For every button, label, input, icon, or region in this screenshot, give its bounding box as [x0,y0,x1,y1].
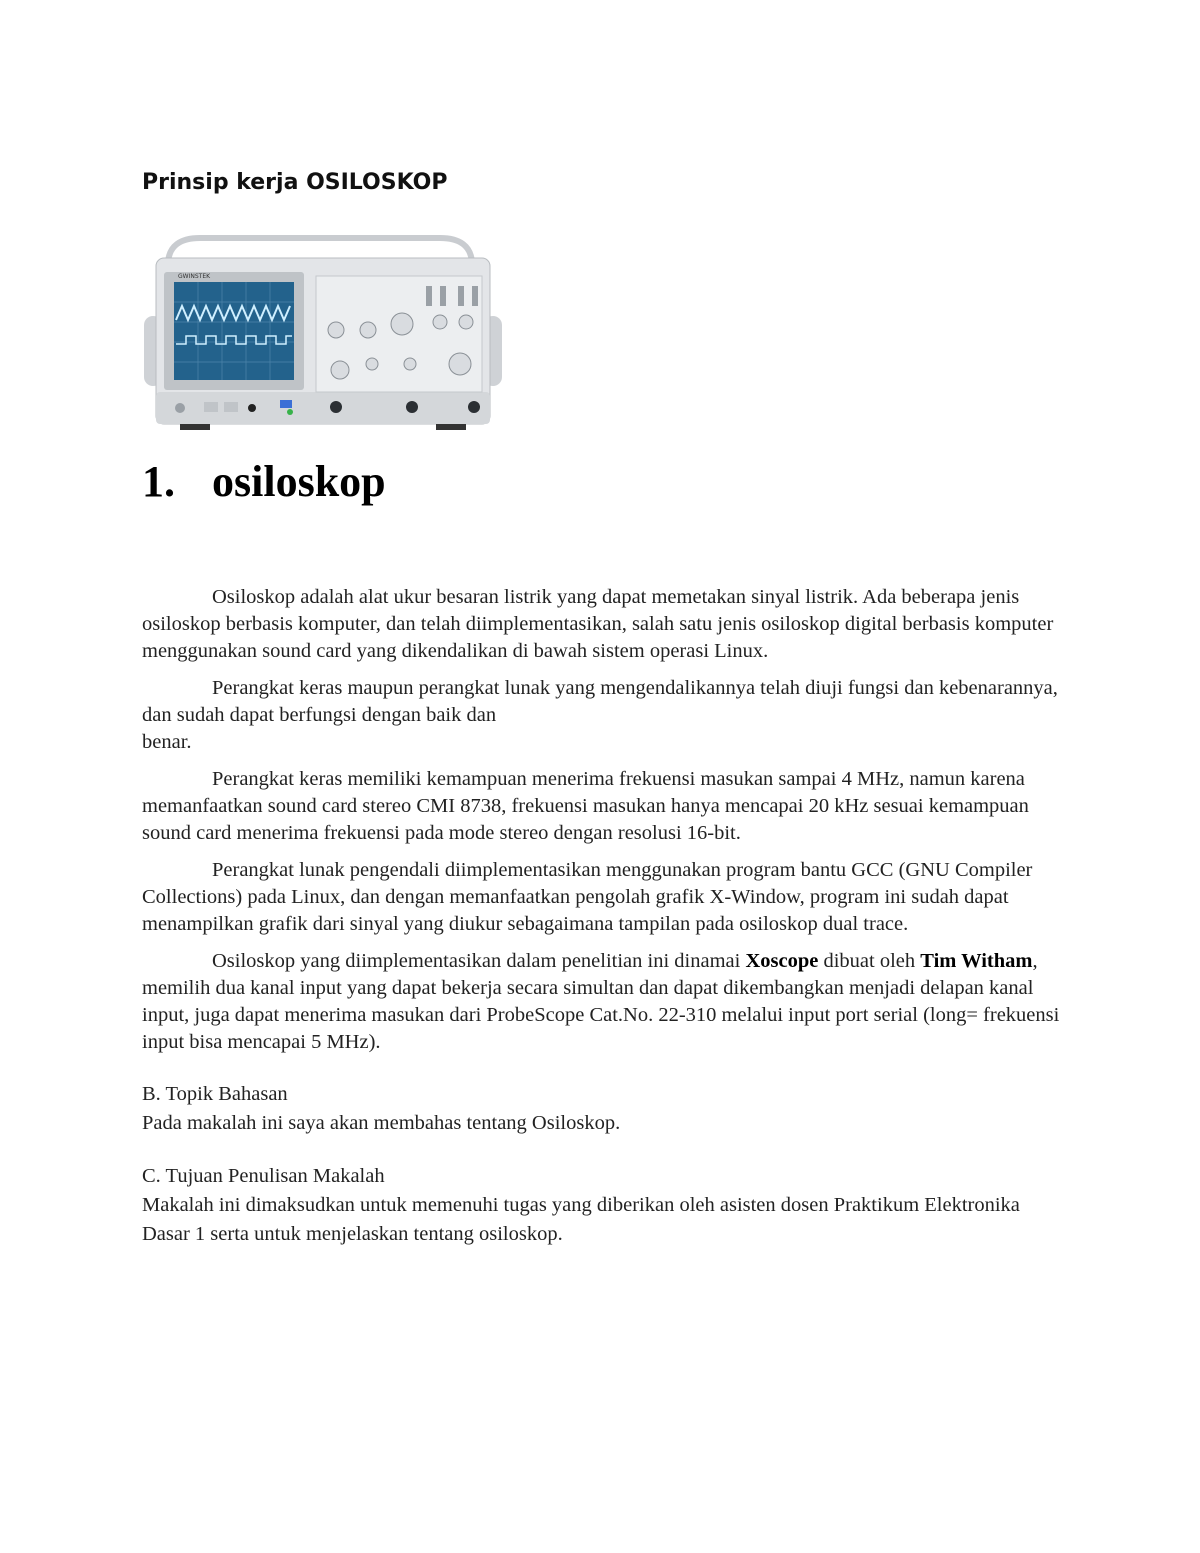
paragraph [142,948,1064,1056]
paragraph-text: Osiloskop yang diimplementasikan dalam penelitian ini dinamai [212,950,746,972]
section-c [142,1162,1064,1249]
document-title: Prinsip kerja OSILOSKOP [142,170,448,195]
document-body [142,584,1064,1249]
paragraph-text: benar. [142,731,192,753]
heading-text: osiloskop [212,457,386,506]
heading-number: 1. [142,457,175,506]
paragraph: Osiloskop adalah alat ukur besaran listrik yang dapat memetakan sinyal listrik. Ada beberapa jenis osiloskop berbasis komputer, dan telah diimplementasikan, salah satu jenis osiloskop digital berbasis komputer menggunakan sound card yang dikendalikan di bawah sistem operasi Linux. [142,586,1054,662]
brand-label: GWINSTEK [178,273,211,280]
paragraph-text: , memilih dua kanal input yang dapat bekerja secara simultan dan dapat dikembangkan menjadi delapan kanal input, juga dapat menerima masukan dari ProbeScope Cat.No. 22-310 melalui input port serial (long= frekuensi input bisa mencapai 5 MHz). [142,950,1060,1053]
oscilloscope-photo [140,232,506,432]
xoscope-name: Xoscope [745,950,819,972]
paragraph-text: dibuat oleh [818,950,921,972]
paragraph-text: Perangkat keras maupun perangkat lunak yang mengendalikannya telah diuji fungsi dan kebenarannya, dan sudah dapat berfungsi dengan baik dan [142,677,1058,726]
section-c-heading: C. Tujuan Penulisan Makalah [142,1165,385,1187]
section-b-heading: B. Topik Bahasan [142,1083,288,1105]
paragraph [142,675,1064,756]
author-name: Tim Witham [920,950,1033,972]
section-b-text: Pada makalah ini saya akan membahas tentang Osiloskop. [142,1112,621,1134]
section-heading [142,456,386,507]
paragraph: Perangkat keras memiliki kemampuan menerima frekuensi masukan sampai 4 MHz, namun karena memanfaatkan sound card stereo CMI 8738, frekuensi masukan hanya mencapai 20 kHz sesuai kemampuan sound card menerima frekuensi pada mode stereo dengan resolusi 16-bit. [142,768,1029,844]
section-b [142,1080,1064,1138]
paragraph: Perangkat lunak pengendali diimplementasikan menggunakan program bantu GCC (GNU Compiler Collections) pada Linux, dan dengan memanfaatkan pengolah grafik X-Window, program ini sudah dapat menampilkan grafik dari sinyal yang diukur sebagaimana tampilan pada osiloskop dual trace. [142,859,1033,935]
section-c-text: Makalah ini dimaksudkan untuk memenuhi tugas yang diberikan oleh asisten dosen Praktikum Elektronika Dasar 1 serta untuk menjelaskan tentang osiloskop. [142,1194,1020,1245]
